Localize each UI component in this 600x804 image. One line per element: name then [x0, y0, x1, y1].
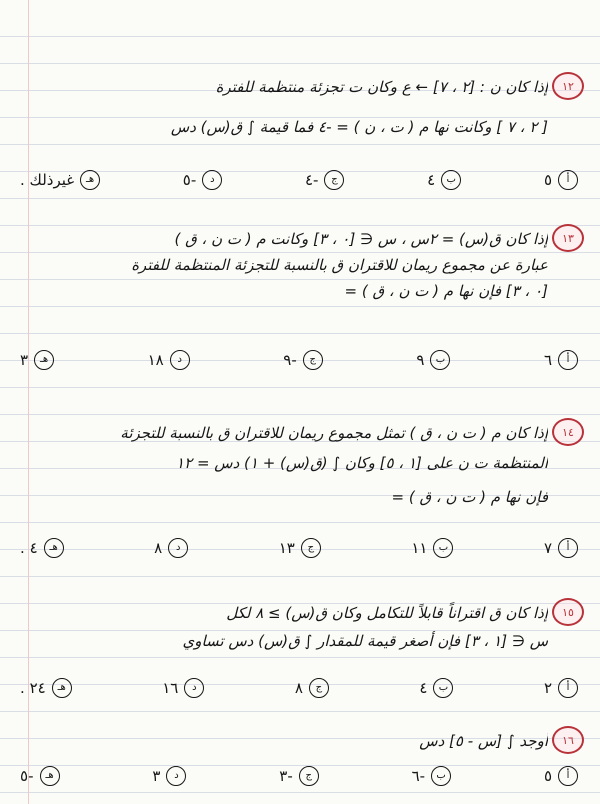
question-line: [٠ ، ٣] فإن نها م ( ت ن ، ق ) = [344, 282, 548, 300]
option-value: ٧ [543, 539, 552, 557]
option-letter: ج [301, 538, 321, 558]
option-d[interactable] [154, 538, 188, 558]
option-e[interactable] [20, 170, 100, 190]
question-line: إذا كان ق اقتراناً قابلاً للتكامل وكان ق(س) ≥ ٨ لكل [226, 604, 548, 622]
option-d[interactable] [162, 678, 204, 698]
option-letter: د [168, 538, 188, 558]
options-row [20, 766, 578, 786]
option-letter: د [184, 678, 204, 698]
option-letter: هـ [34, 350, 54, 370]
option-e[interactable] [20, 538, 64, 558]
option-value: -٩ [283, 351, 297, 369]
option-value: -٣ [279, 767, 293, 785]
option-letter: هـ [44, 538, 64, 558]
option-value: ٥ [543, 767, 552, 785]
option-letter: ب [433, 678, 453, 698]
question-line: المنتظمة ت ن على [١ ، ٥] وكان ∫ (ق(س) + ١) دس = ١٢ [176, 454, 548, 472]
option-d[interactable] [183, 170, 222, 190]
option-c[interactable] [279, 538, 321, 558]
option-letter: هـ [52, 678, 72, 698]
option-letter: أ [558, 538, 578, 558]
option-letter: هـ [40, 766, 60, 786]
option-b[interactable] [416, 350, 450, 370]
option-value: ٥ [543, 171, 552, 189]
option-a[interactable] [544, 678, 578, 698]
options-row [20, 538, 578, 558]
option-a[interactable] [544, 350, 578, 370]
option-value: -٤ [304, 171, 319, 189]
option-letter: ب [431, 766, 451, 786]
option-c[interactable] [305, 170, 344, 190]
option-b[interactable] [427, 170, 461, 190]
option-b[interactable] [412, 766, 451, 786]
option-value: ٢٤ . [20, 679, 46, 697]
option-letter: أ [558, 678, 578, 698]
question-number: ١٥ [552, 598, 584, 626]
question-line: [ ٢ ، ٧ ] وكانت نها م ( ت ، ن ) = -٤ فما قيمة ∫ ق(س) دس [170, 118, 548, 136]
option-d[interactable] [152, 766, 186, 786]
option-value: ٣ [20, 351, 29, 369]
option-value: -٥ [182, 171, 197, 189]
options-row [20, 170, 578, 190]
option-a[interactable] [544, 170, 578, 190]
option-value: ١١ [411, 539, 428, 557]
option-value: ١٨ [147, 351, 164, 369]
option-letter: د [170, 350, 190, 370]
option-c[interactable] [295, 678, 329, 698]
option-e[interactable] [20, 678, 72, 698]
option-letter: ب [430, 350, 450, 370]
question-line: س ∈ [١ ، ٣] فإن أصغر قيمة للمقدار ∫ ق(س) دس تساوي [182, 632, 548, 650]
question-16 [20, 728, 582, 754]
option-letter: ج [324, 170, 344, 190]
option-letter: أ [558, 350, 578, 370]
question-line: إذا كان ق(س) = ٢س ، س ∈ [٠ ، ٣] وكانت م ( ت ن ، ق ) [174, 230, 548, 248]
option-value: ٢ [543, 679, 552, 697]
option-value: ٤ [419, 679, 428, 697]
option-e[interactable] [20, 350, 54, 370]
question-line: فإن نها م ( ت ن ، ق ) = [391, 488, 548, 506]
option-value: ٨ [294, 679, 303, 697]
question-line: إذا كان م ( ت ن ، ق ) تمثل مجموع ريمان للاقتران ق بالنسبة للتجزئة [120, 424, 548, 442]
option-letter: د [202, 170, 222, 190]
options-row [20, 678, 578, 698]
option-value: -٦ [411, 767, 426, 785]
question-number: ١٤ [552, 418, 584, 446]
question-15 [20, 600, 582, 654]
option-value: ٦ [543, 351, 552, 369]
question-number: ١٦ [552, 726, 584, 754]
option-value: ١٦ [162, 679, 179, 697]
option-value: ٤ [427, 171, 436, 189]
question-number: ١٢ [552, 72, 584, 100]
option-letter: د [166, 766, 186, 786]
option-a[interactable] [544, 766, 578, 786]
option-b[interactable] [419, 678, 453, 698]
question-line: عبارة عن مجموع ريمان للاقتران ق بالنسبة للتجزئة المنتظمة للفترة [131, 256, 548, 274]
option-value: ٨ [154, 539, 163, 557]
question-13 [20, 226, 582, 304]
option-e[interactable] [20, 766, 59, 786]
question-12 [20, 74, 582, 140]
option-letter: ج [299, 766, 319, 786]
option-letter: هـ [80, 170, 100, 190]
option-value: ٤ . [20, 539, 38, 557]
option-value: ١٣ [278, 539, 295, 557]
option-c[interactable] [279, 766, 318, 786]
option-value: -٥ [20, 767, 34, 785]
option-value: غيرذلك . [20, 171, 75, 189]
option-a[interactable] [544, 538, 578, 558]
option-value: ٣ [152, 767, 161, 785]
option-value: ٩ [416, 351, 425, 369]
options-row [20, 350, 578, 370]
option-letter: ج [303, 350, 323, 370]
option-d[interactable] [148, 350, 190, 370]
question-number: ١٣ [552, 224, 584, 252]
question-line: أوجد ∫ [س - ٥] دس [419, 732, 548, 750]
option-letter: ب [433, 538, 453, 558]
option-b[interactable] [411, 538, 453, 558]
option-letter: أ [558, 766, 578, 786]
option-letter: ج [309, 678, 329, 698]
question-14 [20, 420, 582, 510]
question-line: إذا كان ن : [٢ ، ٧] ← ع وكان ت تجزئة منتظمة للفترة [215, 78, 548, 96]
option-letter: ب [441, 170, 461, 190]
option-letter: أ [558, 170, 578, 190]
option-c[interactable] [283, 350, 322, 370]
